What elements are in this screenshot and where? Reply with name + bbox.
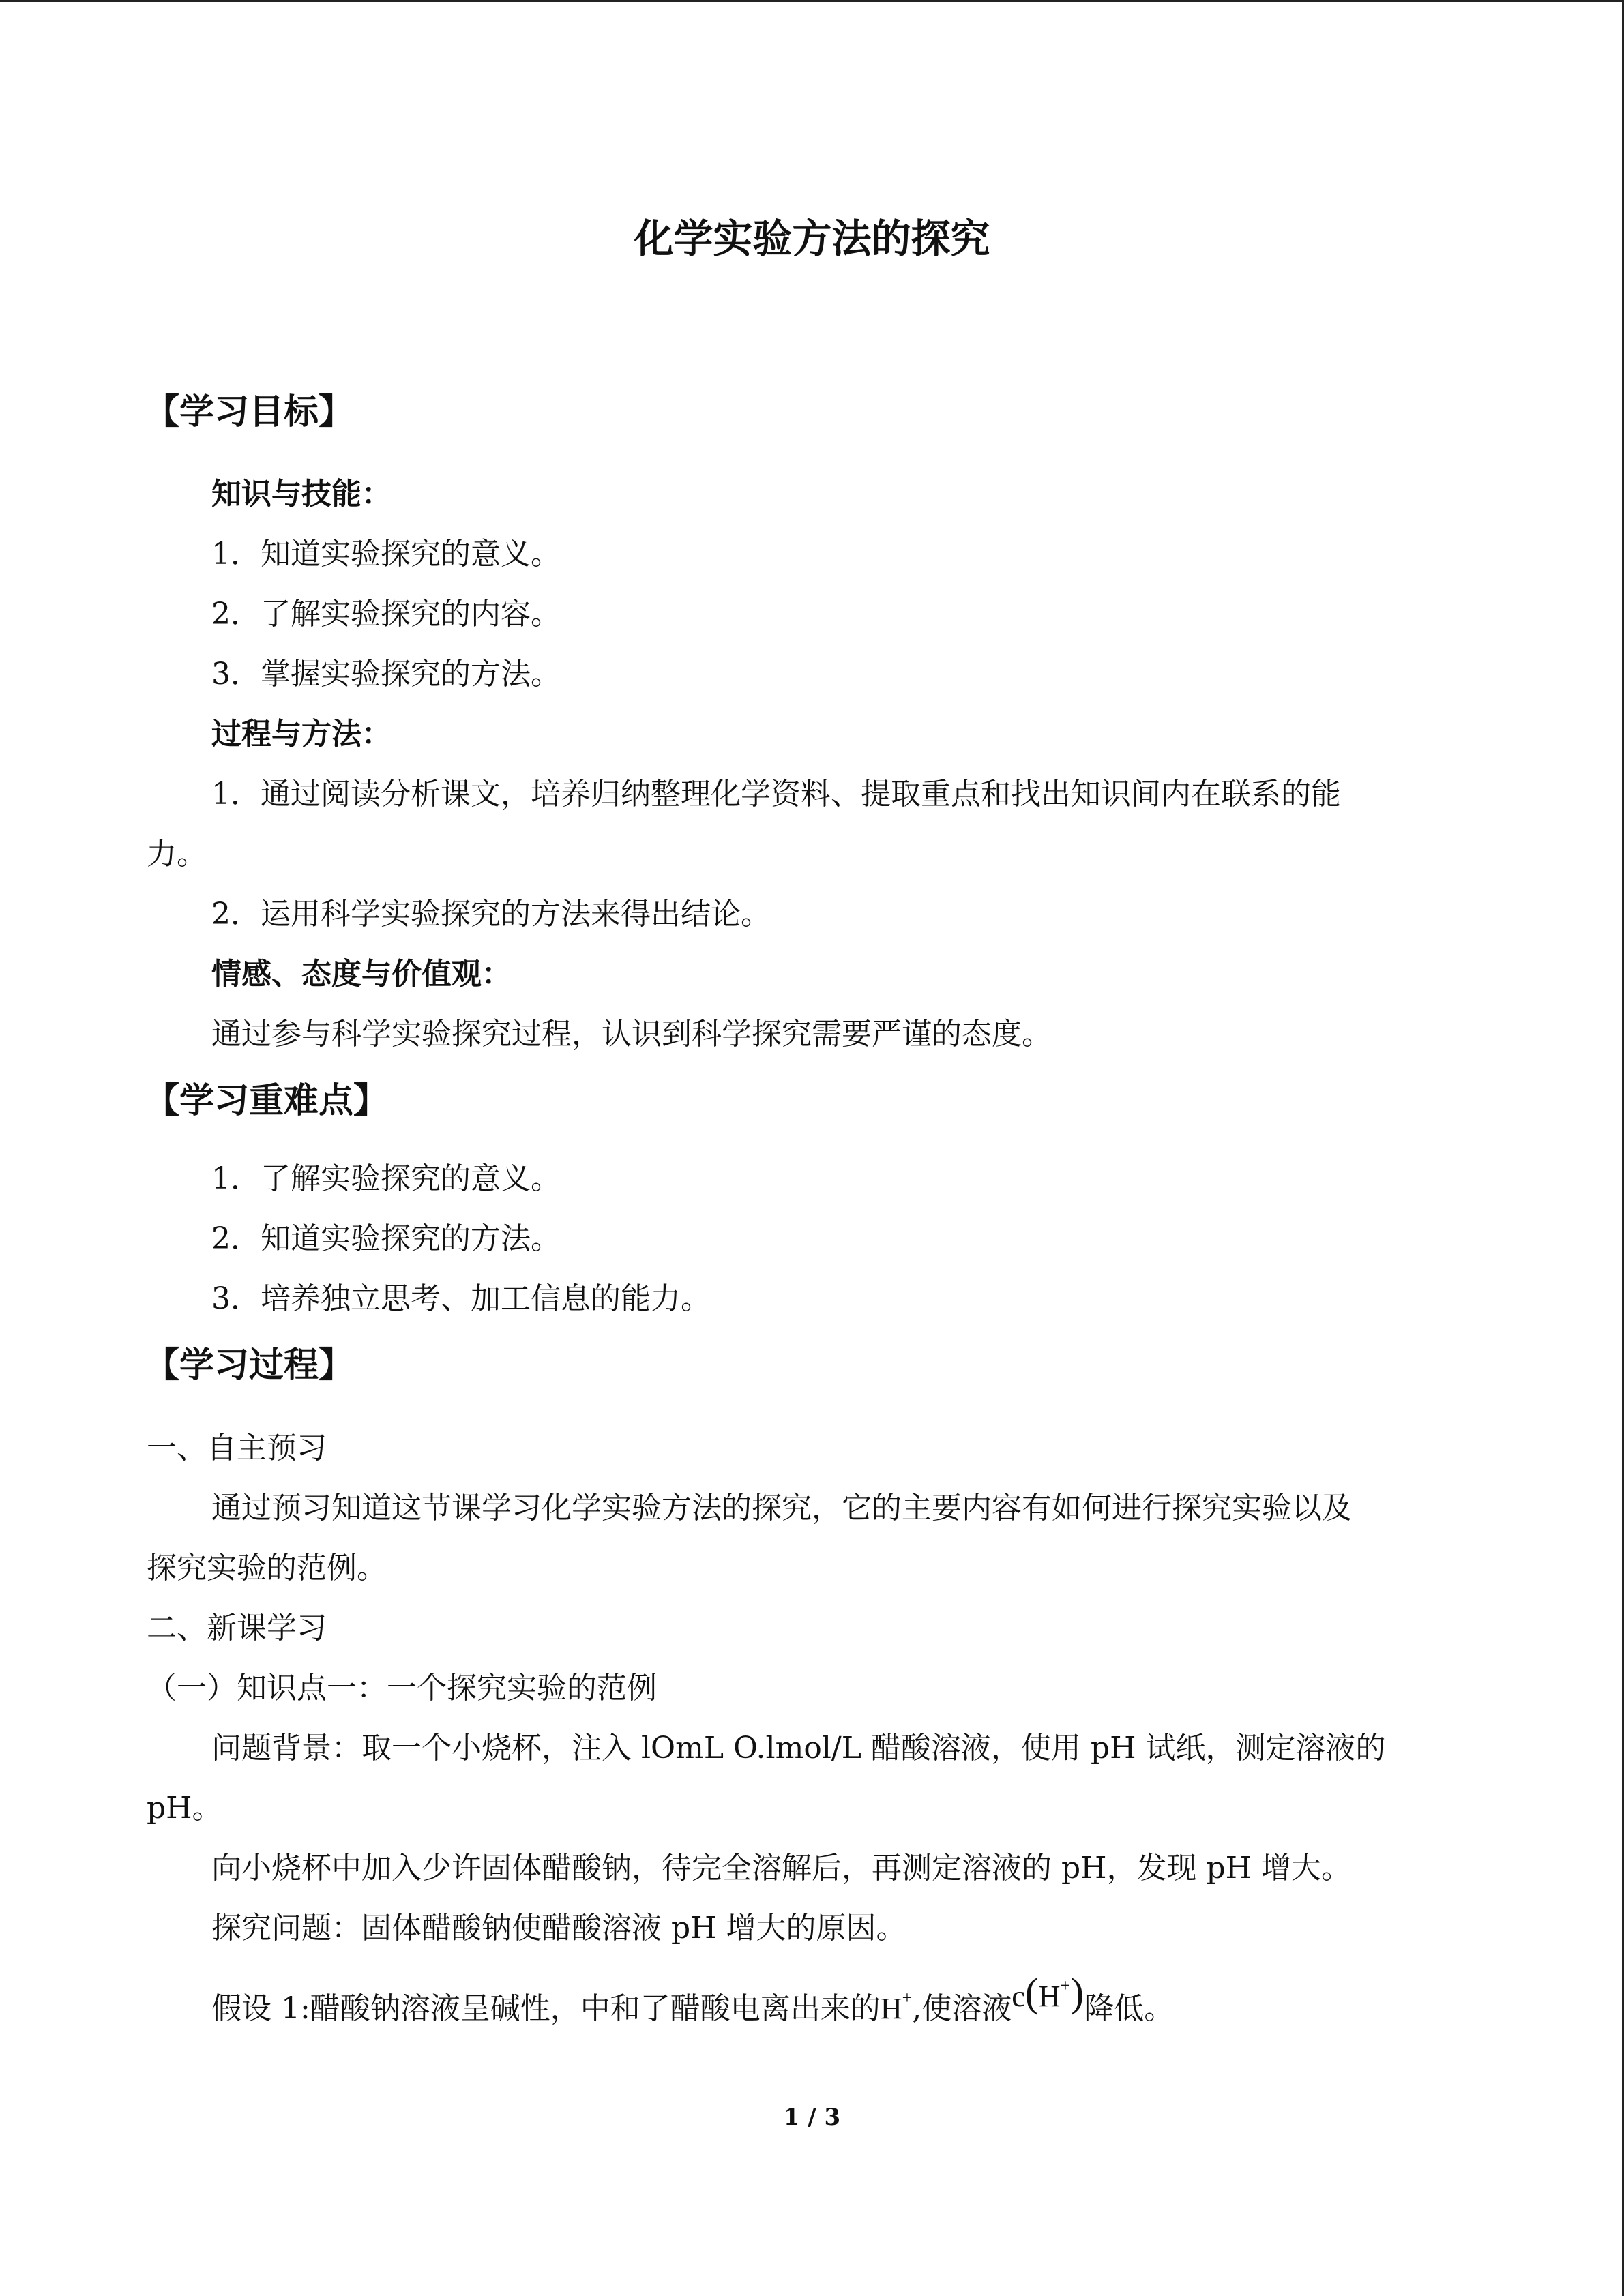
knowledge-heading: 知识与技能：: [211, 477, 392, 511]
hydrogen-ion-symbol: H+: [880, 1988, 913, 2025]
hypothesis-text: [211, 1970, 1175, 2029]
page-number: 1 / 3: [783, 2104, 841, 2131]
method-heading: 过程与方法：: [211, 717, 392, 751]
question-text: 探究问题：固体醋酸钠使醋酸溶液 pH 增大的原因。: [211, 1911, 906, 1945]
page-border-top: [0, 0, 1624, 2]
attitude-text: 通过参与科学实验探究过程，认识到科学探究需要严谨的态度。: [211, 1017, 1052, 1052]
section-heading-process: 【学习过程】: [145, 1345, 354, 1386]
page-title: 化学实验方法的探究: [634, 215, 990, 262]
knowledge-item: 2．了解实验探究的内容。: [211, 597, 561, 631]
knowledge-point-heading: （一）知识点一：一个探究实验的范例: [147, 1671, 657, 1705]
knowledge-item: 3．掌握实验探究的方法。: [211, 657, 561, 691]
hypothesis-middle: ,使溶液: [912, 1991, 1012, 2026]
preview-heading: 一、自主预习: [147, 1431, 327, 1465]
new-lesson-heading: 二、新课学习: [147, 1611, 327, 1645]
section-heading-goals: 【学习目标】: [145, 392, 354, 432]
method-item: 1．通过阅读分析课文，培养归纳整理化学资料、提取重点和找出知识间内在联系的能: [211, 777, 1341, 811]
key-point-item: 1．了解实验探究的意义。: [211, 1161, 561, 1196]
method-item-continued: 力。: [147, 837, 207, 871]
hypothesis-suffix: 降低。: [1084, 1991, 1175, 2026]
background-text: 问题背景：取一个小烧杯，注入 lOmL O.lmol/L 醋酸溶液，使用 pH 试纸，测定溶液的: [211, 1731, 1386, 1765]
hypothesis-prefix: 假设 1:醋酸钠溶液呈碱性，中和了醋酸电离出来的: [211, 1991, 881, 2026]
preview-text-continued: 探究实验的范例。: [147, 1551, 387, 1585]
key-point-item: 2．知道实验探究的方法。: [211, 1221, 561, 1256]
knowledge-item: 1．知道实验探究的意义。: [211, 537, 561, 571]
key-point-item: 3．培养独立思考、加工信息的能力。: [211, 1281, 711, 1316]
attitude-heading: 情感、态度与价值观：: [211, 957, 512, 992]
concentration-expression: c(H+): [1012, 1970, 1084, 2015]
section-heading-key-points: 【学习重难点】: [145, 1081, 389, 1121]
background-text-continued: pH。: [147, 1791, 222, 1825]
method-item: 2．运用科学实验探究的方法来得出结论。: [211, 897, 771, 931]
experiment-step-text: 向小烧杯中加入少许固体醋酸钠，待完全溶解后，再测定溶液的 pH，发现 pH 增大。: [211, 1851, 1352, 1885]
preview-text: 通过预习知道这节课学习化学实验方法的探究，它的主要内容有如何进行探究实验以及: [211, 1491, 1352, 1525]
